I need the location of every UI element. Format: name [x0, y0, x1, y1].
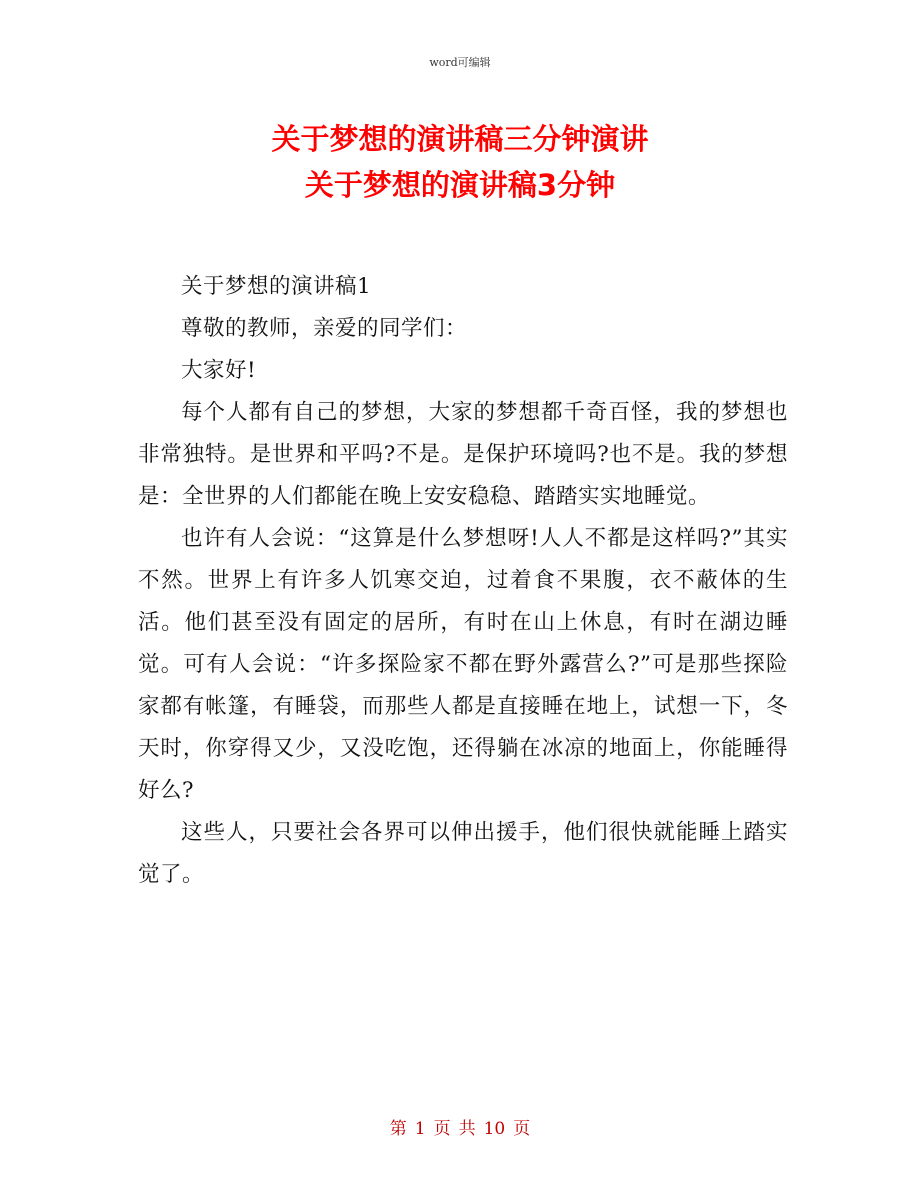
page-footer: [0, 1114, 920, 1139]
paragraph: 这些人，只要社会各界可以伸出援手，他们很快就能睡上踏实觉了。: [138, 820, 788, 887]
paragraph: 也许有人会说：“这算是什么梦想呀!人人不都是这样吗?”其实不然。世界上有许多人饥寒交迫，过着食不果腹，衣不蔽体的生活。他们甚至没有固定的居所，有时在山上休息，有时在湖边睡觉。可有人会说：“许多探险家不都在野外露营么?”可是那些探险家都有帐篷，有睡袋，而那些人都是直接睡在地上，试想一下，冬天时，你穿得又少，又没吃饱，还得躺在冰凉的地面上，你能睡得好么?: [138, 526, 788, 803]
total-pages-number: 10: [483, 1119, 506, 1139]
document-title: [0, 116, 920, 208]
current-page-number: 1: [414, 1119, 426, 1139]
footer-page-word: 页: [433, 1119, 451, 1139]
footer-prefix: 第: [389, 1119, 407, 1139]
paragraph: 每个人都有自己的梦想，大家的梦想都千奇百怪，我的梦想也非常独特。是世界和平吗?不是。是保护环境吗?也不是。我的梦想是：全世界的人们都能在晚上安安稳稳、踏踏实实地睡觉。: [138, 400, 788, 509]
footer-suffix: 页: [513, 1119, 531, 1139]
title-line-2: 关于梦想的演讲稿3分钟: [304, 168, 616, 202]
document-body: [138, 266, 788, 896]
paragraph-heading: 关于梦想的演讲稿1: [181, 274, 372, 299]
title-line-1: 关于梦想的演讲稿三分钟演讲: [271, 122, 649, 156]
paragraph-greeting: 大家好!: [181, 358, 257, 383]
paragraph-salutation: 尊敬的教师，亲爱的同学们：: [181, 316, 468, 341]
header-note: word可编辑: [429, 56, 491, 69]
footer-total-word: 共: [458, 1119, 476, 1139]
